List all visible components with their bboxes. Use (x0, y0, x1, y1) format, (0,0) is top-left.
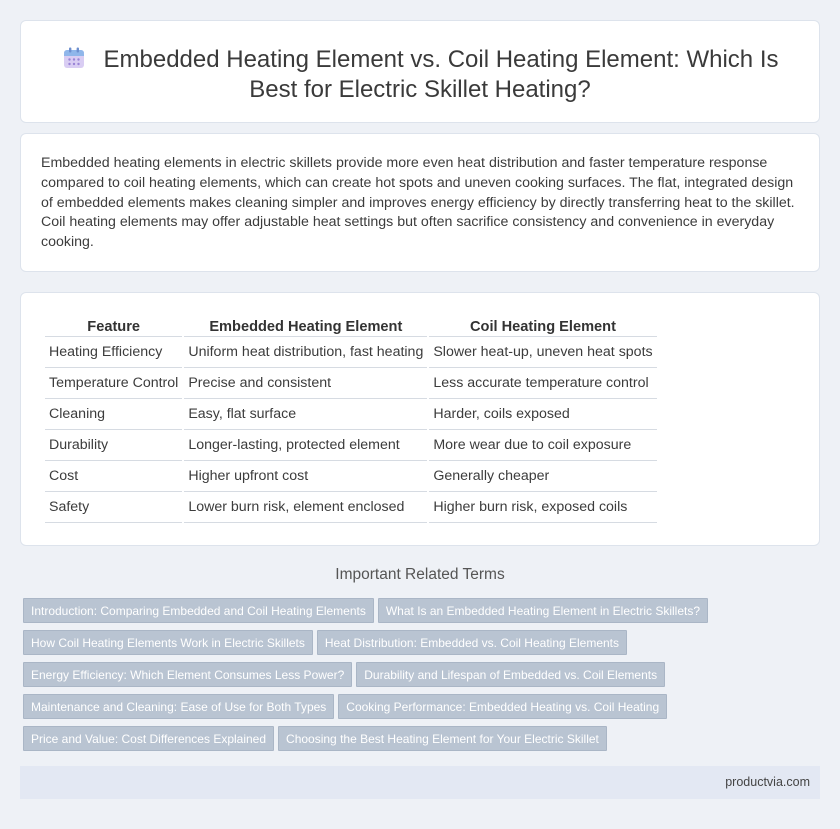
cell-embedded: Lower burn risk, element enclosed (184, 492, 427, 523)
table-row (45, 337, 657, 368)
related-term-link[interactable]: Heat Distribution: Embedded vs. Coil Heating Elements (317, 630, 627, 655)
cell-embedded: Easy, flat surface (184, 399, 427, 430)
related-term-link[interactable]: Price and Value: Cost Differences Explained (23, 726, 274, 751)
cell-embedded: Precise and consistent (184, 368, 427, 399)
table-header-row (45, 315, 657, 337)
table-row (45, 368, 657, 399)
comparison-card (20, 292, 820, 546)
cell-coil: Less accurate temperature control (429, 368, 656, 399)
summary-card (20, 133, 820, 272)
header-coil: Coil Heating Element (429, 315, 656, 337)
table-row (45, 399, 657, 430)
cell-feature: Safety (45, 492, 182, 523)
cell-embedded: Higher upfront cost (184, 461, 427, 492)
related-term-link[interactable]: Durability and Lifespan of Embedded vs. Coil Elements (356, 662, 665, 687)
tag-row (23, 726, 803, 758)
summary-text: Embedded heating elements in electric skillets provide more even heat distribution and faster temperature response compared to coil heating elements, which can create hot spots and uneven cooking surfaces. The flat, integrated design of embedded elements makes cleaning simpler and improves energy efficiency by directly transferring heat to the skillet. Coil heating elements may offer adjustable heat settings but often sacrifice consistency and convenience in everyday cooking. (41, 155, 795, 251)
cell-feature: Heating Efficiency (45, 337, 182, 368)
header-embedded: Embedded Heating Element (184, 315, 427, 337)
footer (20, 766, 820, 799)
related-term-link[interactable]: Maintenance and Cleaning: Ease of Use for Both Types (23, 694, 334, 719)
table-row (45, 492, 657, 523)
related-term-link[interactable]: Choosing the Best Heating Element for Your Electric Skillet (278, 726, 607, 751)
cell-embedded: Longer-lasting, protected element (184, 430, 427, 461)
cell-coil: Slower heat-up, uneven heat spots (429, 337, 656, 368)
page-title (61, 45, 779, 105)
cell-coil: Higher burn risk, exposed coils (429, 492, 656, 523)
header-card (20, 20, 820, 123)
comparison-table (43, 315, 659, 523)
tag-row (23, 598, 803, 630)
related-term-link[interactable]: Energy Efficiency: Which Element Consumes Less Power? (23, 662, 352, 687)
tag-row (23, 662, 803, 694)
cell-feature: Cleaning (45, 399, 182, 430)
cell-coil: Generally cheaper (429, 461, 656, 492)
cell-feature: Temperature Control (45, 368, 182, 399)
related-term-link[interactable]: Cooking Performance: Embedded Heating vs. Coil Heating (338, 694, 667, 719)
tag-row (23, 630, 803, 662)
cell-coil: More wear due to coil exposure (429, 430, 656, 461)
related-terms-title: Important Related Terms (335, 566, 505, 583)
related-terms-list (23, 598, 803, 758)
calendar-icon (62, 46, 86, 70)
table-row (45, 430, 657, 461)
cell-embedded: Uniform heat distribution, fast heating (184, 337, 427, 368)
cell-feature: Cost (45, 461, 182, 492)
footer-site-link[interactable]: productvia.com (725, 775, 810, 789)
related-term-link[interactable]: How Coil Heating Elements Work in Electric Skillets (23, 630, 313, 655)
cell-coil: Harder, coils exposed (429, 399, 656, 430)
page-title-text: Embedded Heating Element vs. Coil Heating Element: Which Is Best for Electric Skillet Heating? (103, 46, 779, 103)
table-row (45, 461, 657, 492)
related-term-link[interactable]: Introduction: Comparing Embedded and Coil Heating Elements (23, 598, 374, 623)
cell-feature: Durability (45, 430, 182, 461)
header-feature: Feature (45, 315, 182, 337)
related-term-link[interactable]: What Is an Embedded Heating Element in Electric Skillets? (378, 598, 708, 623)
tag-row (23, 694, 803, 726)
